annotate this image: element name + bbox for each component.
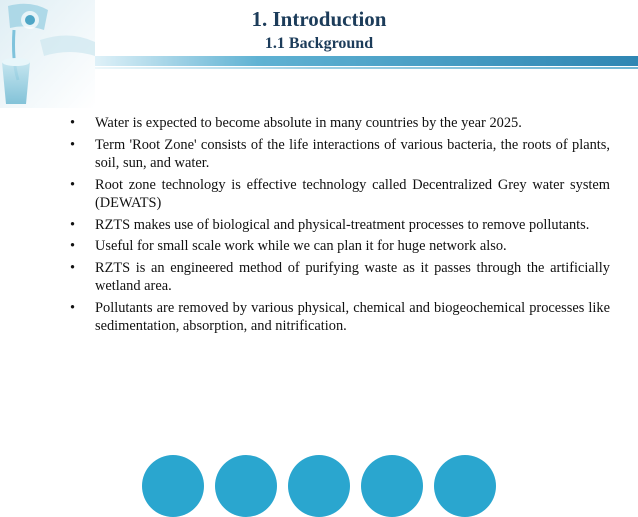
list-item <box>60 136 610 173</box>
list-item <box>60 216 610 235</box>
decorative-circles <box>142 455 502 485</box>
bullet-marker: • <box>70 259 76 276</box>
bullet-text: Root zone technology is effective technology called Decentralized Grey water system (DEWATS) <box>95 176 610 211</box>
bullet-text: Water is expected to become absolute in many countries by the year 2025. <box>95 115 522 131</box>
list-item <box>60 176 610 213</box>
decorative-circle <box>361 455 423 517</box>
bullet-text: RZTS makes use of biological and physical-treatment processes to remove pollutants. <box>95 216 590 233</box>
decorative-circle <box>434 455 496 517</box>
bullet-marker: • <box>70 136 76 153</box>
bullet-marker: • <box>70 115 76 131</box>
slide-title: 1. Introduction <box>251 7 387 31</box>
list-item <box>60 237 610 256</box>
bullet-text: Pollutants are removed by various physical, chemical and biogeochemical processes like sedimentation, absorption, and nitrification. <box>95 299 610 334</box>
list-item <box>60 299 610 336</box>
bullet-marker: • <box>70 216 76 233</box>
header-band-thin <box>95 67 638 69</box>
list-item <box>60 259 610 296</box>
bullet-text: Useful for small scale work while we can plan it for huge network also. <box>95 238 507 254</box>
list-item <box>60 114 610 133</box>
decorative-circle <box>288 455 350 517</box>
slide-subtitle: 1.1 Background <box>264 35 374 52</box>
header-band <box>95 56 638 66</box>
bullet-marker: • <box>70 238 76 254</box>
bullet-marker: • <box>70 299 76 316</box>
bullet-text: RZTS is an engineered method of purifying waste as it passes through the artificially wetland area. <box>95 259 610 294</box>
bullet-list <box>60 114 610 339</box>
decorative-circle <box>142 455 204 517</box>
bullet-text: Term 'Root Zone' consists of the life interactions of various bacteria, the roots of plants, soil, sun, and water. <box>95 136 610 171</box>
bullet-marker: • <box>70 176 76 193</box>
decorative-circle <box>215 455 277 517</box>
